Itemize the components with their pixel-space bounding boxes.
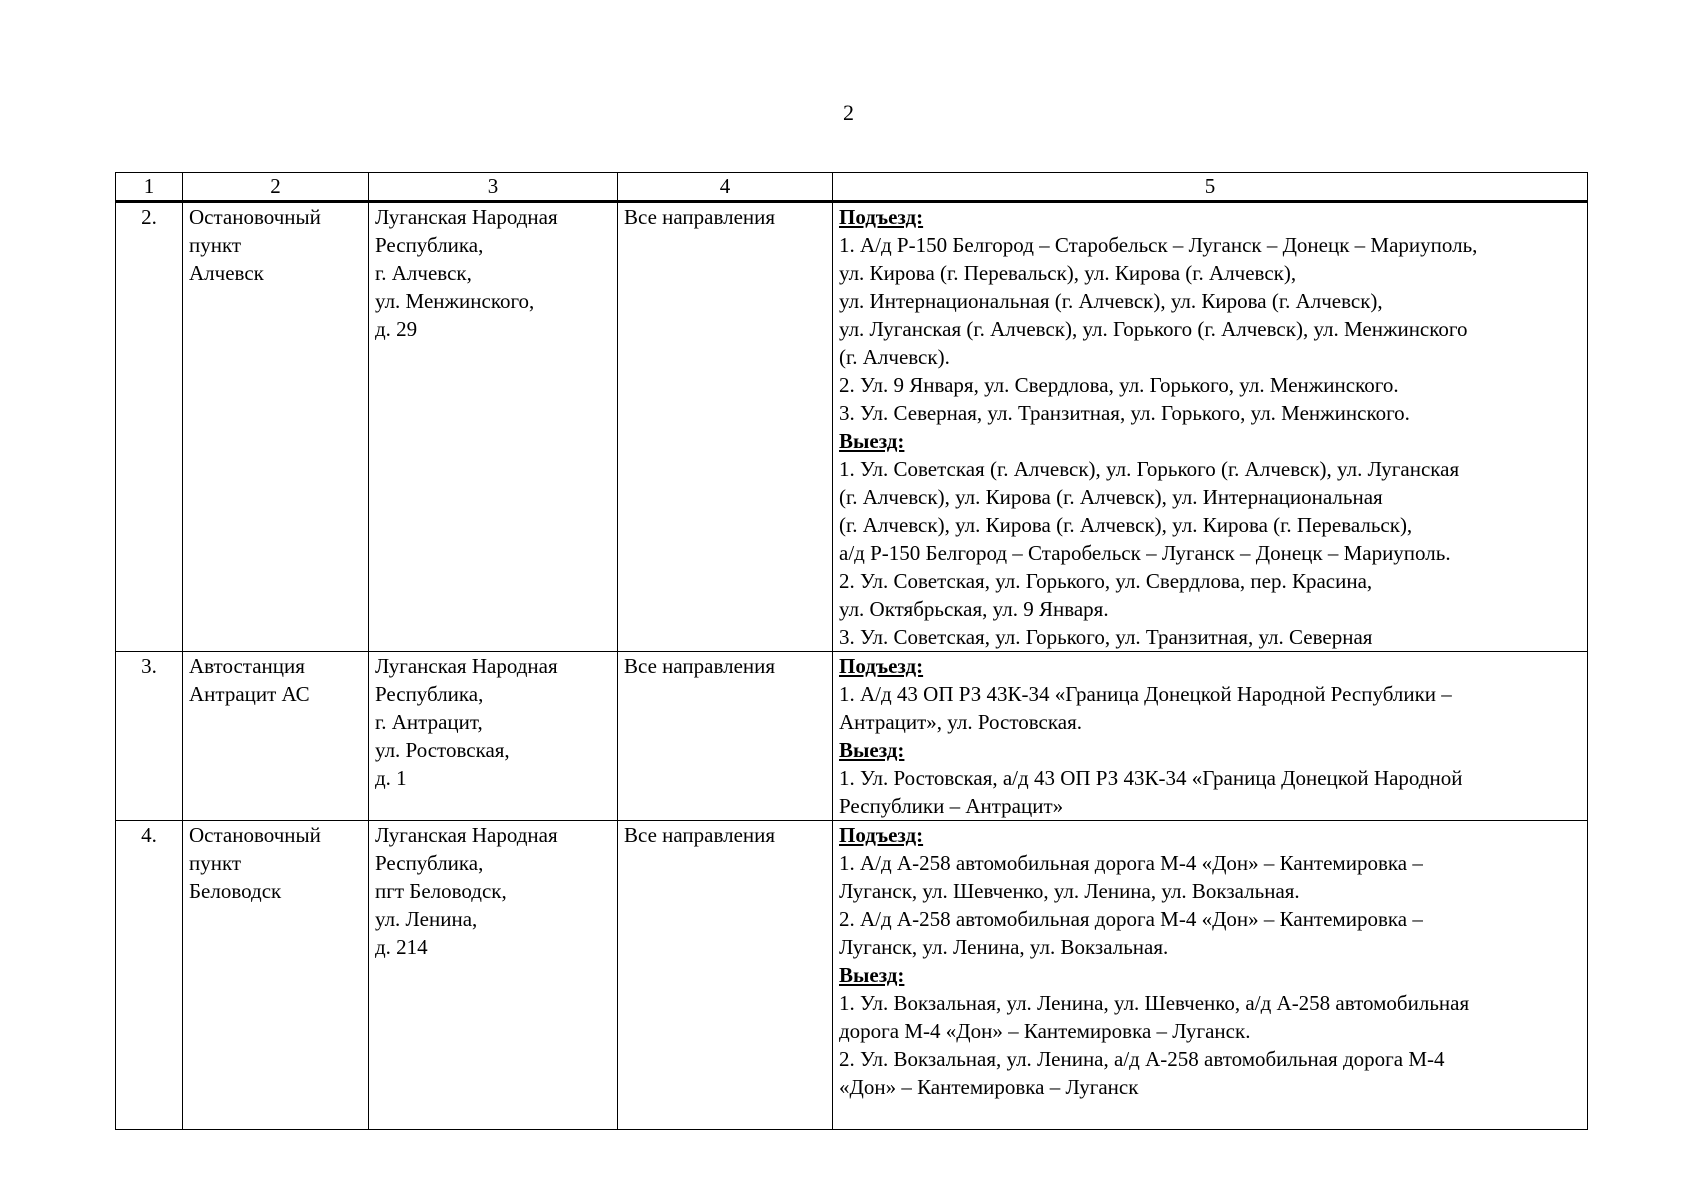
exit-heading: Выезд: bbox=[839, 738, 905, 762]
exit-heading: Выезд: bbox=[839, 963, 905, 987]
entry-heading: Подъезд: bbox=[839, 205, 924, 229]
stop-name-line: Автостанция bbox=[189, 654, 305, 678]
header-col-4: 4 bbox=[618, 173, 833, 202]
row-number: 2. bbox=[116, 202, 183, 652]
address-line: ул. Ленина, bbox=[375, 907, 478, 931]
address-line: д. 214 bbox=[375, 935, 428, 959]
stop-name-line: Остановочный bbox=[189, 205, 321, 229]
address-line: Республика, bbox=[375, 233, 484, 257]
entry-line: Луганск, ул. Шевченко, ул. Ленина, ул. Вокзальная. bbox=[839, 879, 1300, 903]
entry-line: 1. А/д А-258 автомобильная дорога М-4 «Дон» – Кантемировка – bbox=[839, 851, 1423, 875]
entry-line: 2. Ул. 9 Января, ул. Свердлова, ул. Горького, ул. Менжинского. bbox=[839, 373, 1399, 397]
routes-table bbox=[115, 172, 1588, 1130]
stop-name-line: пункт bbox=[189, 233, 242, 257]
entry-line: ул. Луганская (г. Алчевск), ул. Горького (г. Алчевск), ул. Менжинского bbox=[839, 317, 1468, 341]
entry-line: 3. Ул. Северная, ул. Транзитная, ул. Горького, ул. Менжинского. bbox=[839, 401, 1410, 425]
stop-address bbox=[369, 202, 618, 652]
exit-line: 2. Ул. Советская, ул. Горького, ул. Свердлова, пер. Красина, bbox=[839, 569, 1373, 593]
row-number: 3. bbox=[116, 652, 183, 821]
exit-line: Республики – Антрацит» bbox=[839, 794, 1064, 818]
address-line: ул. Ростовская, bbox=[375, 738, 510, 762]
exit-line: дорога М-4 «Дон» – Кантемировка – Луганск. bbox=[839, 1019, 1251, 1043]
entry-line: (г. Алчевск). bbox=[839, 345, 950, 369]
exit-line: (г. Алчевск), ул. Кирова (г. Алчевск), ул. Интернациональная bbox=[839, 485, 1383, 509]
header-col-1: 1 bbox=[116, 173, 183, 202]
stop-name-line: Остановочный bbox=[189, 823, 321, 847]
entry-line: 1. А/д Р-150 Белгород – Старобельск – Луганск – Донецк – Мариуполь, bbox=[839, 233, 1478, 257]
table-row bbox=[116, 821, 1588, 1130]
table-row bbox=[116, 652, 1588, 821]
route-description bbox=[833, 202, 1588, 652]
exit-heading: Выезд: bbox=[839, 429, 905, 453]
direction: Все направления bbox=[618, 652, 833, 821]
address-line: Республика, bbox=[375, 682, 484, 706]
address-line: Луганская Народная bbox=[375, 205, 558, 229]
page-number: 2 bbox=[843, 100, 854, 125]
address-line: Луганская Народная bbox=[375, 654, 558, 678]
address-line: г. Антрацит, bbox=[375, 710, 483, 734]
address-line: г. Алчевск, bbox=[375, 261, 472, 285]
exit-line: 2. Ул. Вокзальная, ул. Ленина, а/д А-258 автомобильная дорога М-4 bbox=[839, 1047, 1445, 1071]
exit-line: а/д Р-150 Белгород – Старобельск – Луганск – Донецк – Мариуполь. bbox=[839, 541, 1451, 565]
header-col-3: 3 bbox=[369, 173, 618, 202]
header-col-2: 2 bbox=[183, 173, 369, 202]
address-line: д. 1 bbox=[375, 766, 407, 790]
stop-name bbox=[183, 202, 369, 652]
entry-heading: Подъезд: bbox=[839, 823, 924, 847]
header-row bbox=[116, 173, 1588, 202]
stop-name bbox=[183, 652, 369, 821]
entry-line: 2. А/д А-258 автомобильная дорога М-4 «Дон» – Кантемировка – bbox=[839, 907, 1423, 931]
entry-line: ул. Кирова (г. Перевальск), ул. Кирова (г. Алчевск), bbox=[839, 261, 1297, 285]
header-col-5: 5 bbox=[833, 173, 1588, 202]
stop-name-line: Беловодск bbox=[189, 879, 282, 903]
address-line: ул. Менжинского, bbox=[375, 289, 535, 313]
row-number: 4. bbox=[116, 821, 183, 1130]
exit-line: (г. Алчевск), ул. Кирова (г. Алчевск), ул. Кирова (г. Перевальск), bbox=[839, 513, 1413, 537]
stop-name-line: пункт bbox=[189, 851, 242, 875]
stop-name-line: Антрацит АС bbox=[189, 682, 310, 706]
address-line: пгт Беловодск, bbox=[375, 879, 507, 903]
direction: Все направления bbox=[618, 202, 833, 652]
route-description bbox=[833, 652, 1588, 821]
exit-line: 1. Ул. Советская (г. Алчевск), ул. Горького (г. Алчевск), ул. Луганская bbox=[839, 457, 1460, 481]
entry-heading: Подъезд: bbox=[839, 654, 924, 678]
entry-line: 1. А/д 43 ОП РЗ 43К-34 «Граница Донецкой Народной Республики – bbox=[839, 682, 1452, 706]
entry-line: ул. Интернациональная (г. Алчевск), ул. Кирова (г. Алчевск), bbox=[839, 289, 1383, 313]
stop-name-line: Алчевск bbox=[189, 261, 264, 285]
exit-line: 1. Ул. Вокзальная, ул. Ленина, ул. Шевченко, а/д А-258 автомобильная bbox=[839, 991, 1470, 1015]
exit-line: ул. Октябрьская, ул. 9 Января. bbox=[839, 597, 1109, 621]
entry-line: Антрацит», ул. Ростовская. bbox=[839, 710, 1082, 734]
table-row bbox=[116, 202, 1588, 652]
address-line: д. 29 bbox=[375, 317, 418, 341]
exit-line: 1. Ул. Ростовская, а/д 43 ОП РЗ 43К-34 «Граница Донецкой Народной bbox=[839, 766, 1463, 790]
stop-address bbox=[369, 821, 618, 1130]
stop-address bbox=[369, 652, 618, 821]
entry-line: Луганск, ул. Ленина, ул. Вокзальная. bbox=[839, 935, 1169, 959]
direction: Все направления bbox=[618, 821, 833, 1130]
stop-name bbox=[183, 821, 369, 1130]
exit-line: «Дон» – Кантемировка – Луганск bbox=[839, 1075, 1139, 1099]
route-description bbox=[833, 821, 1588, 1130]
exit-line: 3. Ул. Советская, ул. Горького, ул. Транзитная, ул. Северная bbox=[839, 625, 1373, 649]
address-line: Луганская Народная bbox=[375, 823, 558, 847]
table-header bbox=[116, 173, 1588, 202]
address-line: Республика, bbox=[375, 851, 484, 875]
